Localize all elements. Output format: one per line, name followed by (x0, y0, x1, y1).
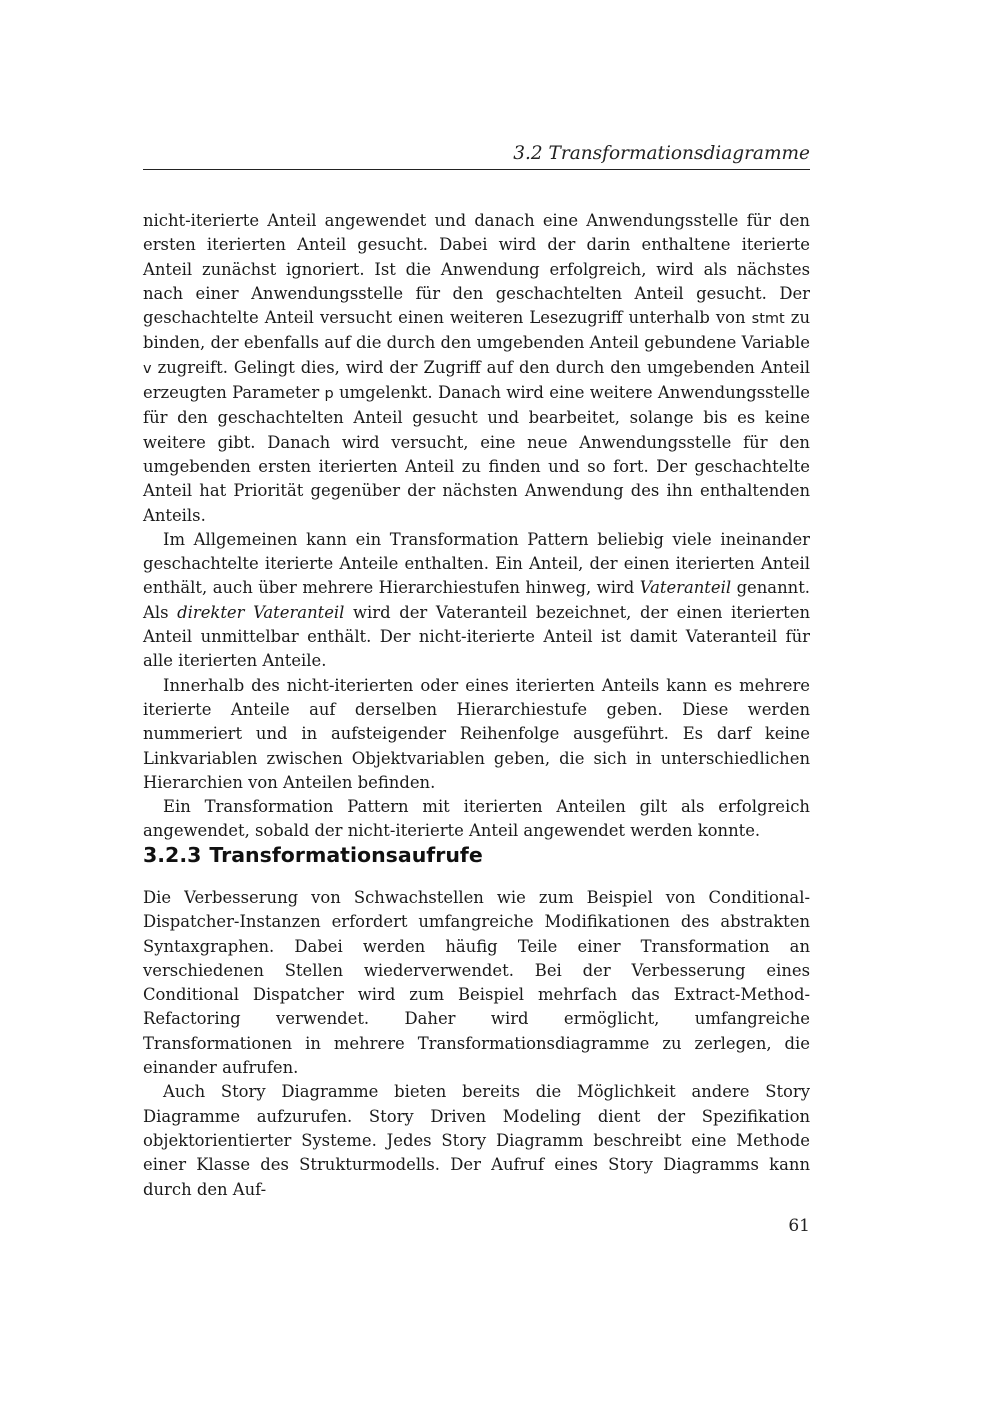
code-p: p (324, 386, 334, 403)
running-header (143, 143, 810, 170)
code-stmt: stmt (751, 311, 785, 328)
code-v: v (143, 360, 152, 377)
running-title: 3.2 Transformationsdiagramme (513, 143, 810, 164)
term-vateranteil: Vateranteil (639, 578, 732, 598)
body-text-section (143, 886, 810, 1202)
section-number: 3.2.3 (143, 843, 202, 867)
paragraph-3: Innerhalb des nicht-iterierten oder eines iterierten Anteils kann es mehrere iterierte Anteile auf derselben Hierarchiestufe geben. Diese werden nummeriert und in aufsteigender Reihenfolge ausgeführt. Es darf keine Linkvariablen zwischen Objektvariablen geben, die sich in unterschiedlichen Hierarchien von Anteilen befinden. (143, 675, 810, 792)
section-paragraph-1: Die Verbesserung von Schwachstellen wie zum Beispiel von Conditional-Dispatcher-Instanzen erfordert umfangreiche Modifikationen des abstrakten Syntaxgraphen. Dabei werden häufig Teile einer Transformation an verschiedenen Stellen wiederverwendet. Bei der Verbesserung eines Conditional Dispatcher wird zum Beispiel mehrfach das Extract-Method-Refactoring verwendet. Daher wird ermöglicht, umfangreiche Transformationen in mehrere Transformationsdiagramme zu zerlegen, die einander aufrufen. (143, 888, 810, 1078)
paragraph-4: Ein Transformation Pattern mit iterierten Anteilen gilt als erfolgreich angewendet, sobald der nicht-iterierte Anteil angewendet werden konnte. (143, 797, 810, 841)
section-heading (143, 843, 810, 867)
paragraph-2: Im Allgemeinen kann ein Transformation Pattern beliebig viele ineinander geschachtelte iterierte Anteile enthalten. Ein Anteil, der einen iterierten Anteil enthält, auch über mehrere Hierarchiestufen hinweg, wird Vateranteil genannt. Als direkter Vateranteil wird der Vateranteil bezeichnet, der einen iterierten Anteil unmittelbar enthält. Der nicht-iterierte Anteil ist damit Vateranteil für alle iterierten Anteile. (143, 529, 811, 671)
paragraph-1: nicht-iterierte Anteil angewendet und danach eine Anwendungsstelle für den ersten iterierten Anteil gesucht. Dabei wird der darin enthaltene iterierte Anteil zunächst ignoriert. Ist die Anwendung erfolgreich, wird als nächstes nach einer Anwendungsstelle für den geschachtelten Anteil gesucht. Der geschachtelte Anteil versucht einen weiteren Lesezugriff unterhalb von stmt zu binden, der ebenfalls auf die durch den umgebenden Anteil gebundene Variable v zugreift. Gelingt dies, wird der Zugriff auf den durch den umgebenden Anteil erzeugten Parameter p umgelenkt. Danach wird eine weitere Anwendungsstelle für den geschachtelten Anteil gesucht und bearbeitet, solange bis es keine weitere gibt. Danach wird versucht, eine neue Anwendungsstelle für den umgebenden ersten iterierten Anteil zu finden und so fort. Der geschachtelte Anteil hat Priorität gegenüber der nächsten Anwendung des ihn enthaltenden Anteils. (143, 211, 811, 525)
page-number: 61 (788, 1216, 810, 1236)
section-paragraph-2: Auch Story Diagramme bieten bereits die Möglichkeit andere Story Diagramme aufzurufen. Story Driven Modeling dient der Spezifikation objektorientierter Systeme. Jedes Story Diagramm beschreibt eine Methode einer Klasse des Strukturmodells. Der Aufruf eines Story Diagramms kann durch den Auf- (143, 1082, 810, 1199)
body-text-top (143, 209, 810, 844)
term-direkter-vateranteil: direkter Vateranteil (177, 602, 345, 622)
section-title: Transformationsaufrufe (209, 843, 483, 867)
